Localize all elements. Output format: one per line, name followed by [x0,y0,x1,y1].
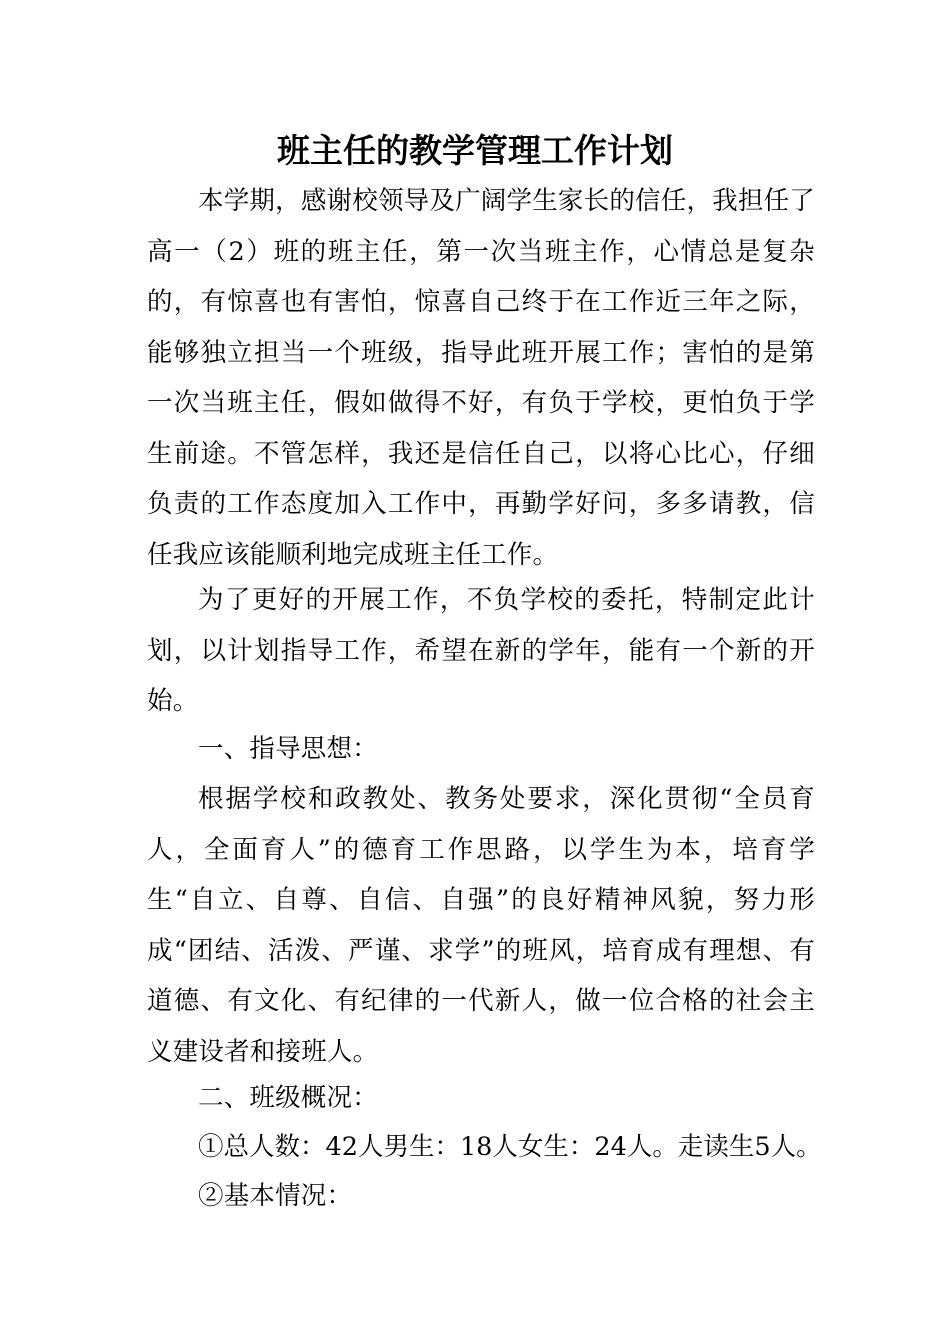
section-heading-guiding-thought: 一、指导思想： [198,734,378,764]
purpose-paragraph: 为了更好的开展工作，不负学校的委托，特制定此计划，以计划指导工作，希望在新的学年，能有一个新的开始。 [147,585,815,716]
class-overview-item-total: ①总人数：42人男生：18人女生：24人。走读生5人。 [198,1132,822,1162]
document-title: 班主任的教学管理工作计划 [277,131,673,170]
guiding-thought-paragraph: 根据学校和政教处、教务处要求，深化贯彻“全员育人，全面育人”的德育工作思路，以学生为本，培育学生“自立、自尊、自信、自强”的良好精神风貌，努力形成“团结、活泼、严谨、求学”的班风，培育成有理想、有道德、有文化、有纪律的一代新人，做一位合格的社会主义建设者和接班人。 [147,784,815,1067]
section-heading-class-overview: 二、班级概况： [198,1083,378,1113]
class-overview-item-basic: ②基本情况： [198,1181,353,1211]
intro-paragraph: 本学期，感谢校领导及广阔学生家长的信任，我担任了高一（2）班的班主任，第一次当班主作，心情总是复杂的，有惊喜也有害怕，惊喜自己终于在工作近三年之际，能够独立担当一个班级，指导此班开展工作；害怕的是第一次当班主任，假如做得不好，有负于学校，更怕负于学生前途。不管怎样，我还是信任自己，以将心比心，仔细负责的工作态度加入工作中，再勤学好问，多多请教，信任我应该能顺利地完成班主任工作。 [147,186,815,570]
